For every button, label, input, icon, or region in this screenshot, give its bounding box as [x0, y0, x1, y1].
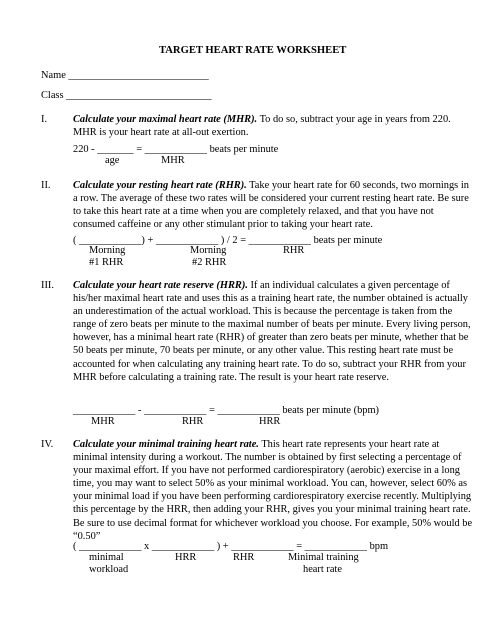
section-1-numeral: I. — [41, 114, 48, 125]
section-4-label-rhr: RHR — [233, 552, 255, 563]
section-2-label-rhr-1: #1 RHR — [89, 257, 124, 268]
section-4-heading: Calculate your minimal training heart rate. — [73, 439, 259, 450]
section-4-label-minimal-training: Minimal training — [288, 552, 359, 563]
section-2-numeral: II. — [41, 180, 51, 191]
section-4-label-heart-rate: heart rate — [303, 564, 342, 575]
worksheet-title: TARGET HEART RATE WORKSHEET — [159, 45, 347, 56]
section-2-formula[interactable]: ( ____________) + ____________ ) / 2 = ____________ beats per minute — [73, 235, 383, 246]
section-3-numeral: III. — [41, 280, 54, 291]
section-1-formula[interactable]: 220 - _______ = ____________ beats per minute — [73, 144, 279, 155]
section-4-paragraph — [73, 438, 473, 543]
section-1-body: To do so, subtract your age in years from 220. MHR is your heart rate at all-out exertion. — [73, 114, 451, 139]
section-1-heading: Calculate your maximal heart rate (MHR). — [73, 114, 258, 125]
section-2-paragraph — [73, 179, 473, 231]
section-3-formula[interactable]: ____________ - ____________ = ____________ beats per minute (bpm) — [73, 405, 380, 416]
name-field[interactable]: Name ___________________________ — [41, 70, 209, 81]
section-2-label-morning-2: Morning — [190, 245, 227, 256]
section-2-label-rhr-2: #2 RHR — [192, 257, 227, 268]
section-4-body: This heart rate represents your heart rate at minimal intensity during a workout. The number is obtained by first selecting a percentage of your maximal effort. If you have not performed cardiorespiratory (aerobic) exercise in a long time, you may want to select 50% as your minimal workload. You can, however, select 60% as your minimal load if you have been performing cardiorespiratory exercise recently. Multiplying this percentage by the HRR, then adding your RHR, gives you your minimal training heart rate. Be sure to use decimal format for whichever workload you choose. For example, 50% would be “0.50” — [73, 439, 473, 542]
section-1-label-mhr: MHR — [161, 155, 185, 166]
section-3-paragraph — [73, 279, 473, 384]
section-2-label-morning-1: Morning — [89, 245, 126, 256]
class-field[interactable]: Class ____________________________ — [41, 90, 212, 101]
section-4-label-hrr: HRR — [175, 552, 197, 563]
section-3-label-rhr: RHR — [182, 416, 204, 427]
section-1-label-age: age — [105, 155, 120, 166]
section-3-label-hrr: HRR — [259, 416, 281, 427]
section-4-formula[interactable]: ( ____________ x ____________ ) + ____________ = ____________ bpm — [73, 541, 389, 552]
section-2-label-rhr: RHR — [283, 245, 305, 256]
section-4-label-workload: workload — [89, 564, 129, 575]
section-4-label-minimal: minimal — [89, 552, 124, 563]
section-2-body: Take your heart rate for 60 seconds, two mornings in a row. The average of these two rates will be considered your current resting heart rate. Be sure to take this heart rate at a time when you are completely relaxed, and that you have not consumed caffeine or any other stimulant prior to taking your heart rate. — [73, 180, 469, 231]
section-2-heading: Calculate your resting heart rate (RHR). — [73, 180, 247, 191]
section-3-label-mhr: MHR — [91, 416, 115, 427]
section-3-heading: Calculate your heart rate reserve (HRR). — [73, 280, 248, 291]
section-3-body: If an individual calculates a given percentage of his/her maximal heart rate and uses this as a training heart rate, the number obtained is actually an underestimation of the actual workload. This is because the percentage is taken from the range of zero beats per minute to the maximal number of beats per minute. Every living person, however, has a minimal heart rate (RHR) of greater than zero beats per minute, whether that be 50 beats per minute, 70 beats per minute, or any other value. This resting heart rate must be accounted for when calculating any training heart rate. To do so, subtract your RHR from your MHR before calculating a training rate. The result is your heart rate reserve. — [73, 280, 471, 383]
section-1-paragraph — [73, 113, 473, 139]
section-4-numeral: IV. — [41, 439, 54, 450]
